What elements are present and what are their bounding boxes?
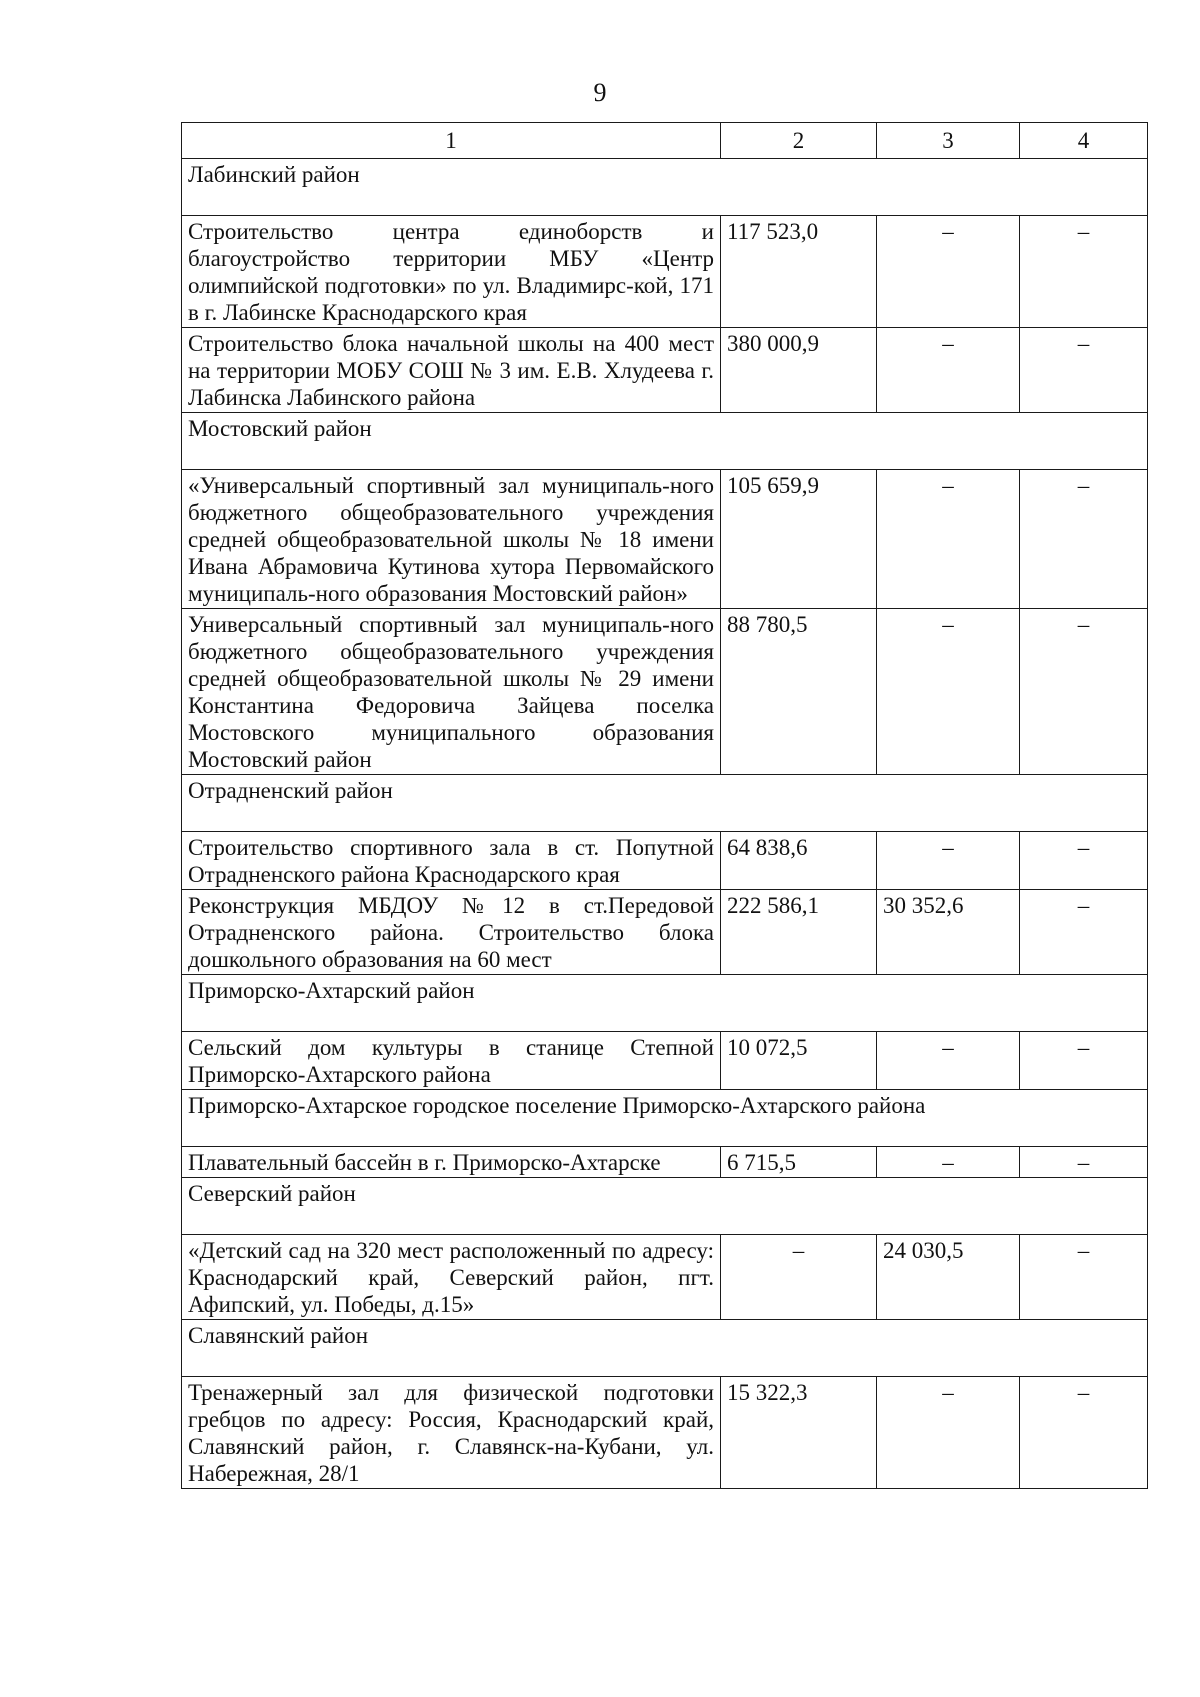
district-section-row	[182, 1090, 1148, 1147]
amount-column-2: 105 659,9	[721, 470, 877, 609]
amount-column-4: –	[1020, 1147, 1148, 1178]
district-section-row	[182, 975, 1148, 1032]
amount-column-3: –	[877, 832, 1020, 890]
project-description: Строительство спортивного зала в ст. Попутной Отрадненского района Краснодарского края	[182, 832, 721, 890]
district-name: Приморско-Ахтарский район	[182, 975, 1148, 1032]
table-row	[182, 328, 1148, 413]
amount-column-4: –	[1020, 216, 1148, 328]
amount-column-4: –	[1020, 1235, 1148, 1320]
district-section-row	[182, 1320, 1148, 1377]
district-name: Мостовский район	[182, 413, 1148, 470]
column-header-2: 2	[721, 123, 877, 159]
amount-column-3: –	[877, 216, 1020, 328]
amount-column-2: 64 838,6	[721, 832, 877, 890]
amount-column-2: 10 072,5	[721, 1032, 877, 1090]
project-description: Сельский дом культуры в станице Степной Приморско-Ахтарского района	[182, 1032, 721, 1090]
district-section-row	[182, 413, 1148, 470]
project-description: Реконструкция МБДОУ №12 в ст.Передовой Отрадненского района. Строительство блока дошкольного образования на 60 мест	[182, 890, 721, 975]
table-row	[182, 470, 1148, 609]
amount-column-3: 30 352,6	[877, 890, 1020, 975]
table-row	[182, 832, 1148, 890]
table-row	[182, 1032, 1148, 1090]
column-header-4: 4	[1020, 123, 1148, 159]
amount-column-2: –	[721, 1235, 877, 1320]
amount-column-2: 222 586,1	[721, 890, 877, 975]
amount-column-3: –	[877, 328, 1020, 413]
district-section-row	[182, 775, 1148, 832]
amount-column-2: 88 780,5	[721, 609, 877, 775]
amount-column-4: –	[1020, 609, 1148, 775]
project-description: Тренажерный зал для физической подготовки гребцов по адресу: Россия, Краснодарский край, Славянский район, г. Славянск-на-Кубани, ул. Набережная, 28/1	[182, 1377, 721, 1489]
project-description: Плавательный бассейн в г. Приморско-Ахтарске	[182, 1147, 721, 1178]
table-row	[182, 609, 1148, 775]
amount-column-2: 6 715,5	[721, 1147, 877, 1178]
amount-column-2: 15 322,3	[721, 1377, 877, 1489]
amount-column-4: –	[1020, 328, 1148, 413]
district-section-row	[182, 1178, 1148, 1235]
project-description: Строительство блока начальной школы на 400 мест на территории МОБУ СОШ № 3 им. Е.В. Хлудеева г. Лабинска Лабинского района	[182, 328, 721, 413]
table-body	[182, 159, 1148, 1489]
amount-column-2: 380 000,9	[721, 328, 877, 413]
funding-table	[181, 122, 1148, 1489]
district-name: Отрадненский район	[182, 775, 1148, 832]
district-name: Приморско-Ахтарское городское поселение Приморско-Ахтарского района	[182, 1090, 1148, 1147]
column-header-1: 1	[182, 123, 721, 159]
amount-column-4: –	[1020, 832, 1148, 890]
amount-column-3: –	[877, 609, 1020, 775]
amount-column-2: 117 523,0	[721, 216, 877, 328]
amount-column-4: –	[1020, 890, 1148, 975]
district-section-row	[182, 159, 1148, 216]
amount-column-4: –	[1020, 1377, 1148, 1489]
amount-column-3: –	[877, 1032, 1020, 1090]
district-name: Славянский район	[182, 1320, 1148, 1377]
amount-column-4: –	[1020, 470, 1148, 609]
table-row	[182, 1377, 1148, 1489]
table-row	[182, 1147, 1148, 1178]
project-description: Строительство центра единоборств и благоустройство территории МБУ «Центр олимпийской подготовки» по ул. Владимирс-кой, 171 в г. Лабинске Краснодарского края	[182, 216, 721, 328]
project-description: «Универсальный спортивный зал муниципаль-ного бюджетного общеобразовательного учреждения средней общеобразовательной школы № 18 имени Ивана Абрамовича Кутинова хутора Первомайского муниципаль-ного образования Мостовский район»	[182, 470, 721, 609]
page-number: 9	[593, 78, 607, 107]
amount-column-4: –	[1020, 1032, 1148, 1090]
column-header-3: 3	[877, 123, 1020, 159]
amount-column-3: –	[877, 470, 1020, 609]
amount-column-3: 24 030,5	[877, 1235, 1020, 1320]
table-row	[182, 216, 1148, 328]
table-row	[182, 890, 1148, 975]
project-description: Универсальный спортивный зал муниципаль-ного бюджетного общеобразовательного учреждения средней общеобразовательной школы № 29 имени Константина Федоровича Зайцева поселка Мостовского муниципального образования Мостовский район	[182, 609, 721, 775]
district-name: Лабинский район	[182, 159, 1148, 216]
table-header-row	[182, 123, 1148, 159]
district-name: Северский район	[182, 1178, 1148, 1235]
table-row	[182, 1235, 1148, 1320]
amount-column-3: –	[877, 1377, 1020, 1489]
project-description: «Детский сад на 320 мест расположенный по адресу: Краснодарский край, Северский район, пгт. Афипский, ул. Победы, д.15»	[182, 1235, 721, 1320]
amount-column-3: –	[877, 1147, 1020, 1178]
